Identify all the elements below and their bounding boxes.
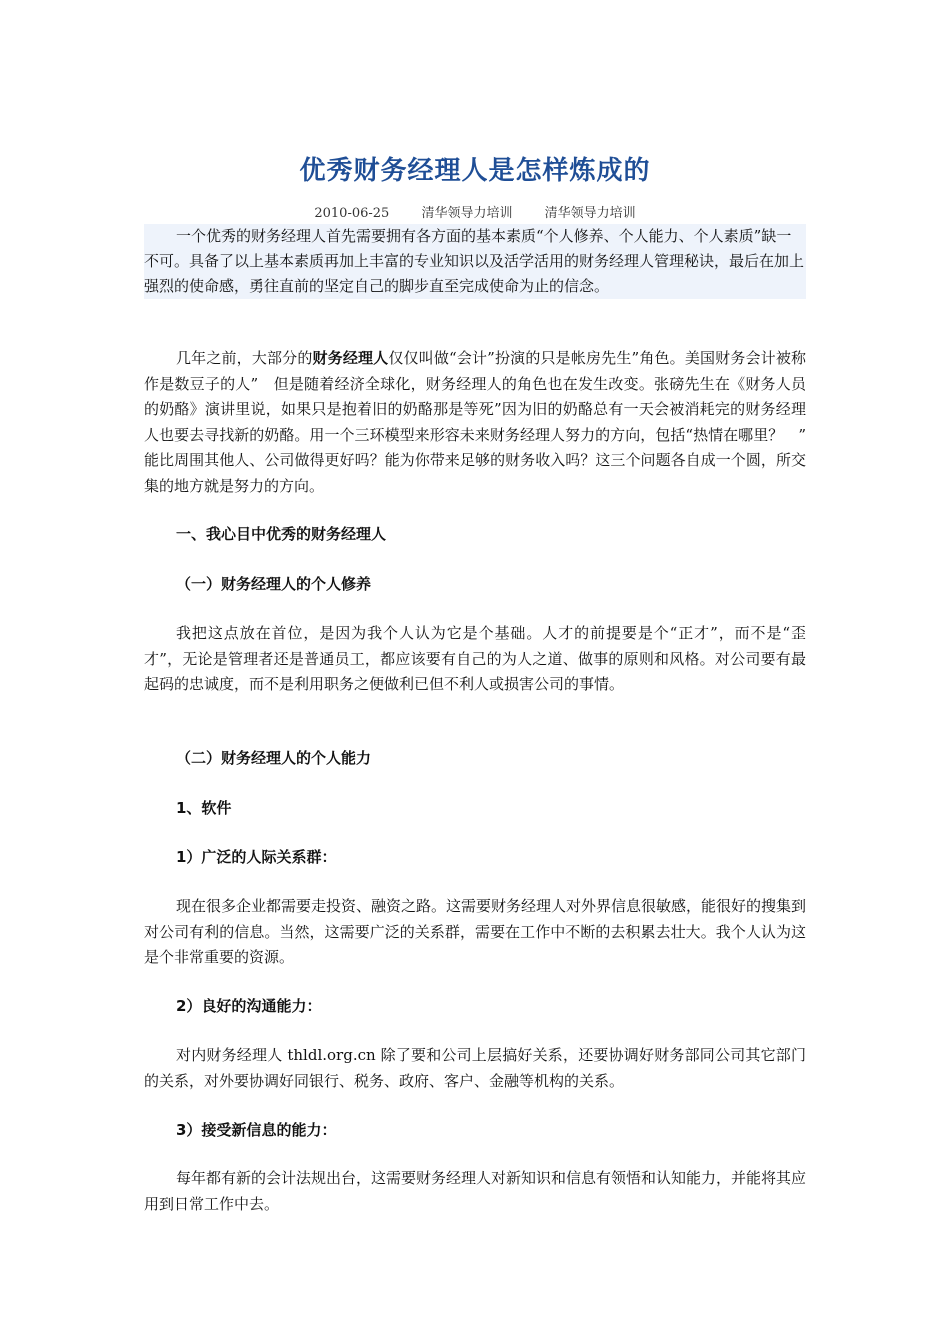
intro-paragraph: 一个优秀的财务经理人首先需要拥有各方面的基本素质“个人修养、个人能力、个人素质”缺一不可。具备了以上基本素质再加上丰富的专业知识以及活学活用的财务经理人管理秘诀，最后在加上强烈的使命感，勇往直前的坚定自己的脚步直至完成使命为止的信念。 — [144, 227, 805, 295]
paragraph-1-bold: 财务经理人 — [312, 349, 389, 367]
paragraph-3-text: 现在很多企业都需要走投资、融资之路。这需要财务经理人对外界信息很敏感，能很好的搜集到对公司有利的信息。当然，这需要广泛的关系群，需要在工作中不断的去积累去壮大。我个人认为这是个非常重要的资源。 — [144, 897, 807, 966]
page-title: 优秀财务经理人是怎样炼成的 — [299, 156, 651, 186]
paragraph-1-text — [144, 346, 822, 499]
paragraph-5-text: 每年都有新的会计法规出台，这需要财务经理人对新知识和信息有领悟和认知能力，并能将其应用到日常工作中去。 — [144, 1169, 807, 1213]
paragraph-5 — [144, 1166, 806, 1217]
paragraph-1 — [144, 346, 822, 499]
paragraph-4 — [144, 1043, 806, 1094]
paragraph-2 — [144, 621, 806, 698]
heading-7: 3）接受新信息的能力： — [176, 1121, 337, 1139]
heading-2: （一）财务经理人的个人修养 — [176, 575, 372, 593]
heading-1: 一、我心目中优秀的财务经理人 — [176, 525, 387, 543]
heading-4: 1、软件 — [176, 799, 232, 817]
heading-3: （二）财务经理人的个人能力 — [176, 749, 372, 767]
article-author: 清华领导力培训 — [544, 206, 636, 221]
paragraph-3 — [144, 894, 806, 971]
intro-box — [144, 224, 806, 299]
article-date: 2010-06-25 — [314, 206, 390, 221]
heading-6: 2）良好的沟通能力： — [176, 997, 322, 1015]
paragraph-2-text: 我把这点放在首位，是因为我个人认为它是个基础。人才的前提要是个“正才”，而不是“歪才”，无论是管理者还是普通员工，都应该要有自己的为人之道、做事的原则和风格。对公司要有最起码的忠诚度，而不是利用职务之便做利已但不利人或损害公司的事情。 — [144, 624, 806, 693]
paragraph-1-part-b: 仅仅叫做“会计”扮演的只是帐房先生”角色。美国财务会计被称作是数豆子的人” 但是随着经济全球化，财务经理人的角色也在发生改变。张磅先生在《财务人员的奶酪》演讲里说，如果只是抱着旧的奶酪那是等死”因为旧的奶酪总有一天会被消耗完的财务经理人也要去寻找新的奶酪。用一个三环模型来形容未来财务经理人努力的方向，包括“热情在哪里？ ” 能比周围其他人、公司做得更好吗？能为你带来足够的财务收入吗？这三个问题各自成一个圆，所交集的地方就是努力的方向。 — [144, 349, 822, 495]
article-meta — [0, 202, 950, 221]
article-source: 清华领导力培训 — [421, 206, 513, 221]
paragraph-1-part-a: 几年之前，大部分的 — [176, 349, 313, 367]
heading-5: 1）广泛的人际关系群： — [176, 848, 337, 866]
paragraph-4-text: 对内财务经理人 thldl.org.cn 除了要和公司上层搞好关系，还要协调好财务部同公司其它部门的关系，对外要协调好同银行、税务、政府、客户、金融等机构的关系。 — [144, 1046, 806, 1090]
